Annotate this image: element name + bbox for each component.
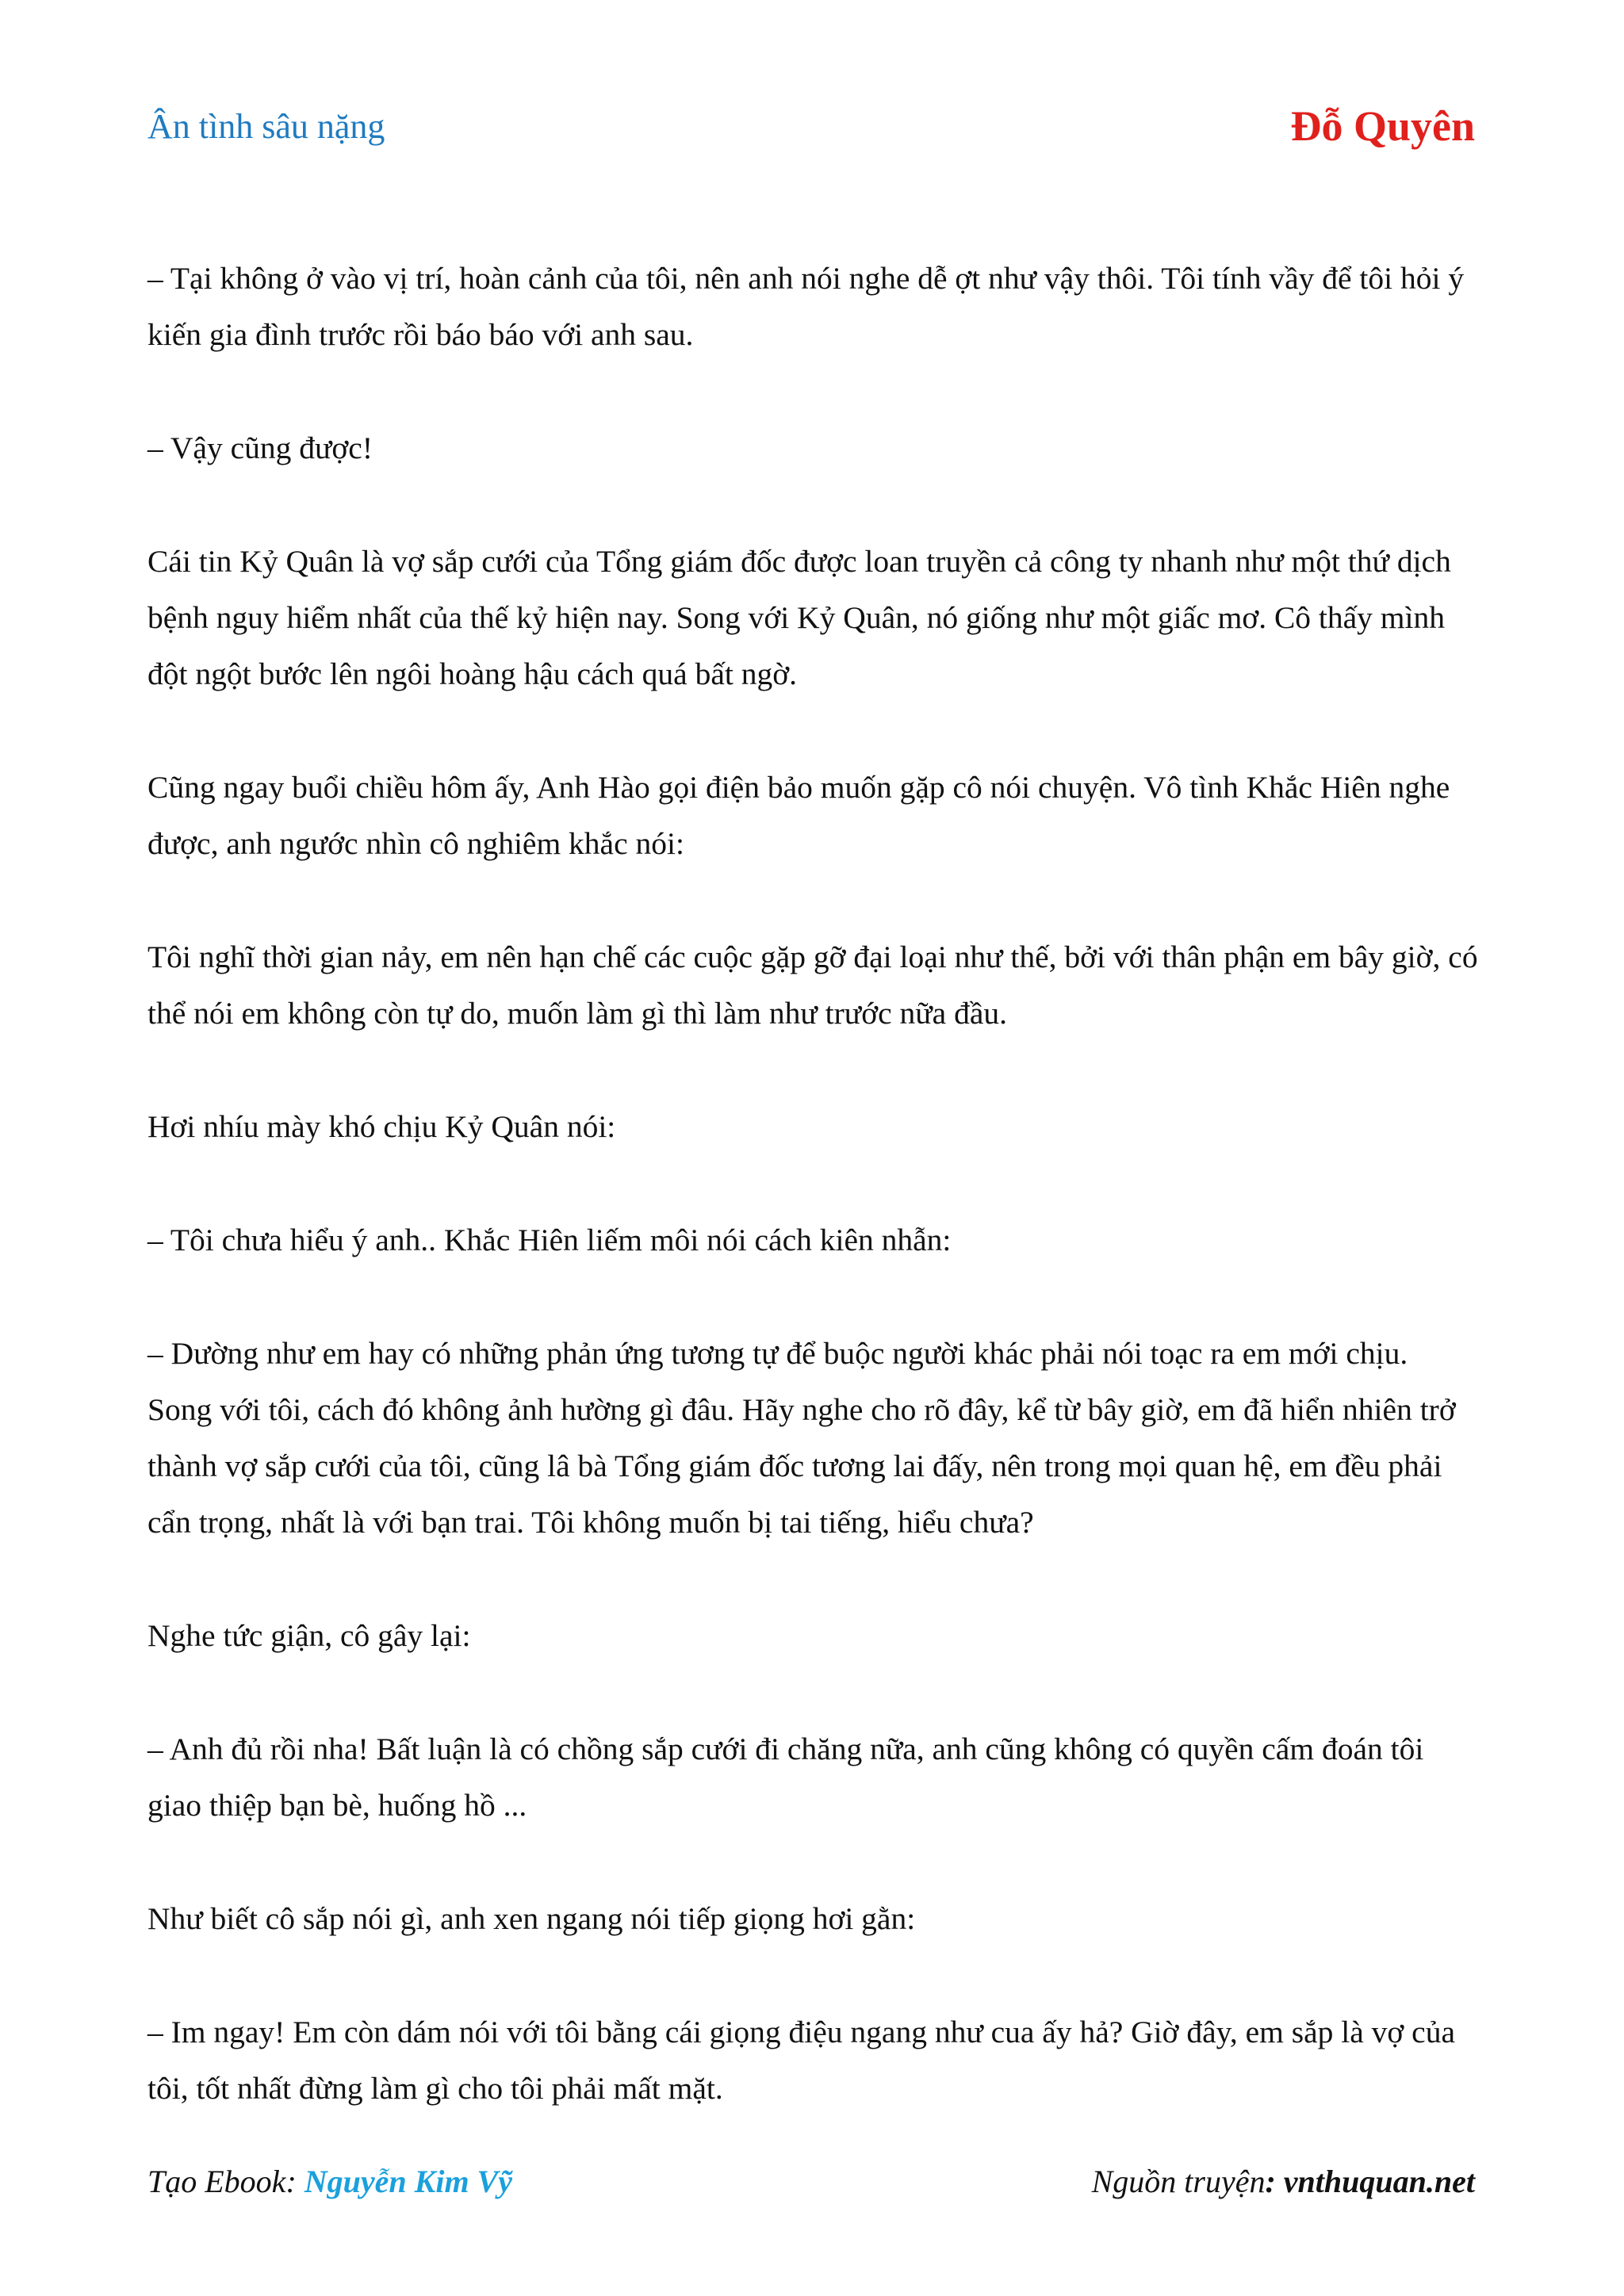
paragraph: – Dường như em hay có những phản ứng tương tự để buộc người khác phải nói toạc ra em mới chịu. Song với tôi, cách đó không ảnh hường gì đâu. Hãy nghe cho rõ đây, kể từ bây giờ, em đã hiển nhiên trở thành vợ sắp cưới của tôi, cũng lâ bà Tổng giám đốc tương lai đấy, nên trong mọi quan hệ, em đều phải cẩn trọng, nhất là với bạn trai. Tôi không muốn bị tai tiếng, hiểu chưa? [147, 1336, 1456, 1540]
paragraph: – Anh đủ rồi nha! Bất luận là có chồng sắp cưới đi chăng nữa, anh cũng không có quyền cấm đoán tôi giao thiệp bạn bè, huống hồ ... [147, 1732, 1424, 1823]
author-name: Đỗ Quyên [1290, 102, 1475, 150]
source-label: Nguồn truyện [1091, 2164, 1266, 2199]
ebook-creator: Nguyễn Kim Vỹ [304, 2164, 512, 2199]
page-footer [147, 2163, 1475, 2210]
source-credit [1092, 2163, 1475, 2200]
paragraph: – Tôi chưa hiểu ý anh.. Khắc Hiên liếm môi nói cách kiên nhẫn: [147, 1223, 952, 1257]
book-title: Ân tình sâu nặng [147, 107, 385, 146]
ebook-separator: : [285, 2164, 304, 2199]
paragraph: Tôi nghĩ thời gian nảy, em nên hạn chế các cuộc gặp gỡ đại loại như thế, bởi với thân phận em bây giờ, có thể nói em không còn tự do, muốn làm gì thì làm như trước nữa đầu. [147, 939, 1478, 1031]
paragraph: Cái tin Kỷ Quân là vợ sắp cưới của Tổng giám đốc được loan truyền cả công ty nhanh như một thứ dịch bệnh nguy hiểm nhất của thế kỷ hiện nay. Song với Kỷ Quân, nó giống như một giấc mơ. Cô thấy mình đột ngột bước lên ngôi hoàng hậu cách quá bất ngờ. [147, 544, 1451, 691]
paragraph: Cũng ngay buổi chiều hôm ấy, Anh Hào gọi điện bảo muốn gặp cô nói chuyện. Vô tình Khắc Hiên nghe được, anh ngước nhìn cô nghiêm khắc nói: [147, 770, 1450, 861]
paragraph: – Vậy cũng được! [147, 430, 373, 465]
paragraph: Nghe tức giận, cô gây lại: [147, 1618, 471, 1653]
paragraph: Như biết cô sắp nói gì, anh xen ngang nói tiếp giọng hơi gằn: [147, 1901, 916, 1936]
paragraph: – Tại không ở vào vị trí, hoàn cảnh của tôi, nên anh nói nghe dễ ợt như vậy thôi. Tôi tính vầy để tôi hỏi ý kiến gia đình trước rồi báo báo với anh sau. [147, 261, 1465, 352]
paragraph: Hơi nhíu mày khó chịu Kỷ Quân nói: [147, 1109, 616, 1144]
page-header [147, 101, 1475, 157]
source-separator: : [1265, 2164, 1284, 2199]
paragraph: – Im ngay! Em còn dám nói với tôi bằng cái giọng điệu ngang như cua ấy hả? Giờ đây, em sắp là vợ của tôi, tốt nhất đừng làm gì cho tôi phải mất mặt. [147, 2015, 1455, 2106]
source-site: vnthuquan.net [1283, 2164, 1475, 2199]
ebook-credit [147, 2163, 512, 2200]
chapter-text [147, 251, 1480, 2174]
ebook-label: Tạo Ebook [147, 2164, 286, 2199]
